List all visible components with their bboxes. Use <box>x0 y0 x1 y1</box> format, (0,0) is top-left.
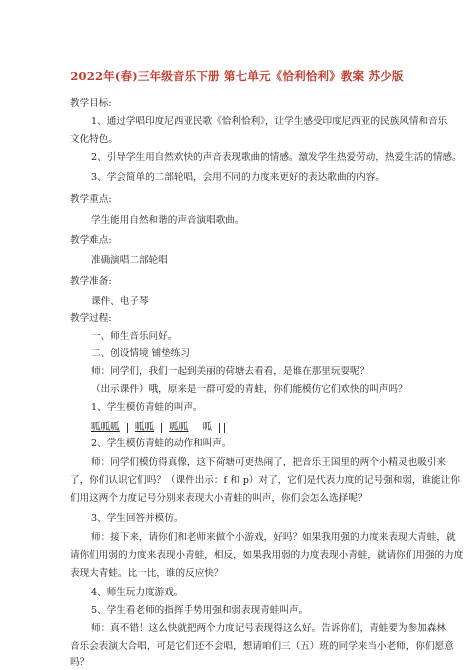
objective-1-line-1: 1、通过学唱印度尼西亚民歌《恰利恰利》，让学生感受印度尼西亚的民族风情和音乐 <box>91 116 448 127</box>
rhythm-notation <box>91 419 229 433</box>
rhythm-d: 呱 <box>202 422 213 433</box>
paragraph-7-line-1: 师：接下来，请你们和老师来做个小游戏，好吗？如果我用强的力度来表现大青蛙，就 <box>91 532 456 543</box>
paragraph-10-line-1: 师：真不错！这么快就把两个力度记号表现得这么好。告诉你们，青蛙要为参加森林 <box>91 623 446 634</box>
paragraph-10-line-3: 吗？ <box>70 657 90 668</box>
paragraph-9: 5、学生看老师的指挥手势用强和弱表现青蛙叫声。 <box>91 605 309 616</box>
paragraph-1: 师：同学们，我们一起到美丽的荷塘去看看，是谁在那里玩耍呢？ <box>91 366 370 377</box>
preparation-heading: 教学准备: <box>70 276 112 287</box>
process-heading: 教学过程: <box>70 313 112 324</box>
double-barline <box>219 423 225 433</box>
paragraph-2: （出示课件）哦，原来是一群可爱的青蛙，你们能模仿它们欢快的叫声吗？ <box>91 384 408 395</box>
paragraph-8: 4、师生玩力度游戏。 <box>91 587 184 598</box>
objective-3: 3、学会简单的二部轮唱，会用不同的力度来更好的表达歌曲的内容。 <box>91 172 385 183</box>
difficulties-heading: 教学难点: <box>70 235 112 246</box>
paragraph-5-line-3: 们用这两个力度记号分别来表现大小青蛙的叫声，你们会怎么选择呢？ <box>70 493 368 504</box>
rhythm-c: 呱呱 <box>169 422 189 433</box>
step-2: 二、创设情境 铺垫练习 <box>91 348 190 359</box>
objective-2: 2、引导学生用自然欢快的声音表现歌曲的情感。激发学生热爱劳动，热爱生活的情感。 <box>91 152 462 163</box>
rhythm-a: 呱呱呱 <box>91 422 120 433</box>
objectives-heading: 教学目标: <box>70 98 112 109</box>
step-1: 一、师生音乐问好。 <box>91 331 178 342</box>
barline <box>161 423 162 433</box>
paragraph-10-line-2: 音乐会表演大合唱，可是它们还不会唱，想请咱们三（五）班的同学来当小老师，你们愿意 <box>70 641 454 652</box>
paragraph-5-line-2: 了，你们认识它们吗？（课件出示：f 和 p）对了，它们是代表力度的记号强和弱，谁能让你 <box>70 475 460 486</box>
paragraph-7-line-3: 表现大青蛙。比一比，谁的反应快？ <box>70 568 224 579</box>
key-points-heading: 教学重点: <box>70 194 112 205</box>
objective-1-line-2: 文化特色。 <box>70 134 118 145</box>
paragraph-4: 2、学生模仿青蛙的动作和叫声。 <box>91 438 232 449</box>
paragraph-6: 3、学生回答并模仿。 <box>91 513 184 524</box>
barline <box>127 423 128 433</box>
rhythm-b: 呱呱 <box>134 422 155 433</box>
difficulties-body: 准确演唱二部轮唱 <box>91 255 168 266</box>
paragraph-5-line-1: 师：同学们模仿得真像，这下荷塘可更热闹了，把音乐王国里的两个小精灵也吸引来 <box>91 457 446 468</box>
key-points-body: 学生能用自然和谐的声音演唱歌曲。 <box>91 215 245 226</box>
paragraph-7-line-2: 请你们用弱的力度来表现小青蛙，相反，如果我用弱的力度表现小青蛙，就请你们用强的力度 <box>70 550 464 561</box>
paragraph-3: 1、学生模仿青蛙的叫声。 <box>91 402 203 413</box>
preparation-body: 课件、电子琴 <box>91 296 149 307</box>
document-title: 2022年(春)三年级音乐下册 第七单元《恰利恰利》教案 苏少版 <box>70 69 404 83</box>
